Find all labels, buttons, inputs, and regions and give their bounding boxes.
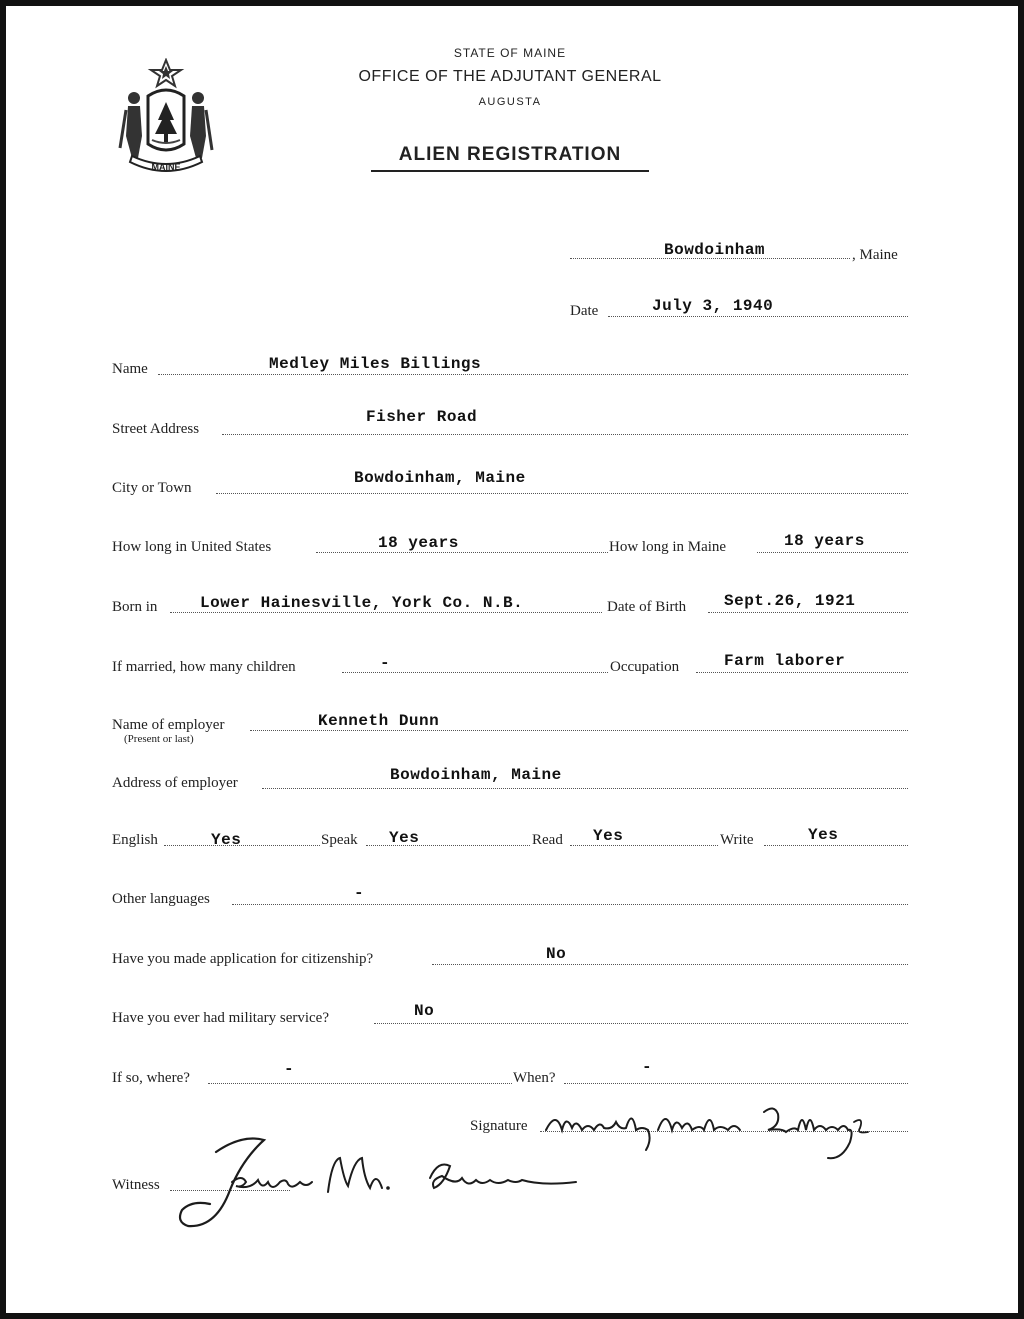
employer-address-label: Address of employer	[112, 775, 238, 791]
when-line	[564, 1083, 908, 1084]
street-label: Street Address	[112, 421, 200, 437]
speak-label: Speak	[321, 832, 358, 848]
applicant-signature	[542, 1100, 882, 1164]
street-line	[222, 434, 908, 435]
employer-address-value: Bowdoinham, Maine	[390, 766, 562, 784]
how-long-maine-line	[757, 552, 908, 553]
english-value: Yes	[211, 831, 242, 849]
when-label: When?	[513, 1070, 556, 1086]
other-languages-value: -	[354, 884, 365, 902]
occupation-label: Occupation	[610, 659, 680, 675]
born-in-label: Born in	[112, 599, 158, 615]
children-value: -	[380, 654, 391, 672]
children-line	[342, 672, 608, 673]
employer-value: Kenneth Dunn	[318, 712, 440, 730]
read-line	[570, 845, 718, 846]
witness-signature	[172, 1130, 592, 1240]
citizenship-label: Have you made application for citizenship?	[112, 951, 374, 967]
witness-label: Witness	[112, 1177, 160, 1193]
other-languages-line	[232, 904, 908, 905]
town-value: Bowdoinham	[664, 241, 766, 259]
born-in-line	[170, 612, 602, 613]
street-value: Fisher Road	[366, 408, 478, 426]
date-value: July 3, 1940	[652, 297, 774, 315]
city-heading: AUGUSTA	[478, 96, 542, 108]
how-long-us-label: How long in United States	[112, 539, 272, 555]
occupation-value: Farm laborer	[724, 652, 846, 670]
signature-label: Signature	[470, 1118, 528, 1134]
military-line	[374, 1023, 908, 1024]
employer-address-line	[262, 788, 908, 789]
date-line	[608, 316, 908, 317]
dob-value: Sept.26, 1921	[724, 592, 856, 610]
where-label: If so, where?	[112, 1070, 190, 1086]
dob-label: Date of Birth	[607, 599, 687, 615]
speak-value: Yes	[389, 829, 420, 847]
children-label: If married, how many children	[112, 659, 296, 675]
read-label: Read	[532, 832, 563, 848]
city-town-label: City or Town	[112, 480, 192, 496]
how-long-maine-label: How long in Maine	[609, 539, 727, 555]
english-label: English	[112, 832, 158, 848]
employer-sublabel: (Present or last)	[124, 733, 194, 745]
military-value: No	[414, 1002, 435, 1020]
write-value: Yes	[808, 826, 839, 844]
english-line	[164, 845, 320, 846]
employer-line	[250, 730, 908, 731]
svg-text:MAINE: MAINE	[151, 162, 181, 172]
when-value: -	[642, 1058, 653, 1076]
citizenship-line	[432, 964, 908, 965]
town-suffix: , Maine	[852, 247, 898, 263]
occupation-line	[696, 672, 908, 673]
employer-label: Name of employer	[112, 717, 225, 733]
name-line	[158, 374, 908, 375]
city-town-line	[216, 493, 908, 494]
office-heading: OFFICE OF THE ADJUTANT GENERAL	[358, 68, 662, 85]
name-label: Name	[112, 361, 148, 377]
maine-state-seal	[112, 58, 220, 182]
other-languages-label: Other languages	[112, 891, 210, 907]
read-value: Yes	[593, 827, 624, 845]
citizenship-value: No	[546, 945, 567, 963]
title-underline	[371, 170, 649, 172]
write-label: Write	[720, 832, 754, 848]
where-line	[208, 1083, 512, 1084]
how-long-us-value: 18 years	[378, 534, 459, 552]
write-line	[764, 845, 908, 846]
date-label: Date	[570, 303, 599, 319]
how-long-maine-value: 18 years	[784, 532, 865, 550]
state-heading: STATE OF MAINE	[453, 46, 567, 60]
name-value: Medley Miles Billings	[269, 355, 482, 373]
military-label: Have you ever had military service?	[112, 1010, 329, 1026]
born-in-value: Lower Hainesville, York Co. N.B.	[200, 594, 524, 612]
dob-line	[708, 612, 908, 613]
form-title: ALIEN REGISTRATION	[398, 144, 622, 165]
where-value: -	[284, 1060, 295, 1078]
how-long-us-line	[316, 552, 608, 553]
city-town-value: Bowdoinham, Maine	[354, 469, 526, 487]
